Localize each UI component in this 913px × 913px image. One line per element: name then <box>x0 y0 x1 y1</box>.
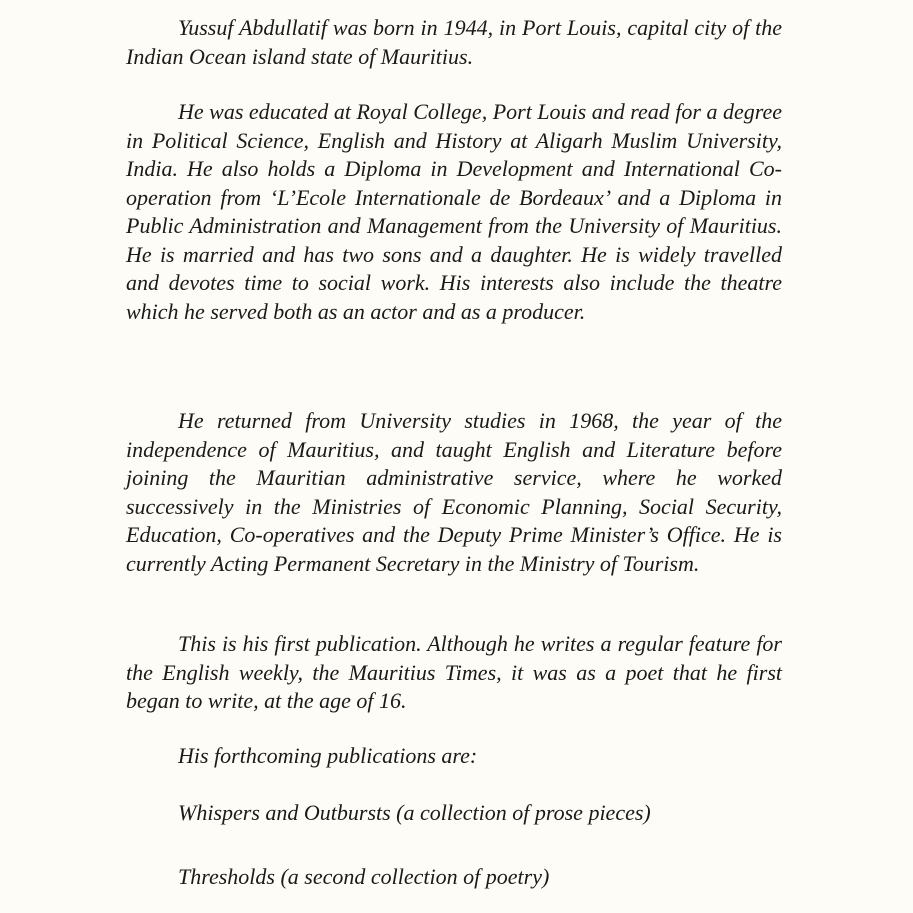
publication-item: Whispers and Outbursts (a collection of prose pieces) <box>178 800 651 825</box>
bio-paragraph-writing: This is his first publication. Although he writes a regular feature for the English weekly, the Mauritius Times, it was as a poet that he first began to write, at the age of 16. <box>126 631 782 713</box>
author-bio <box>126 0 782 913</box>
bio-paragraph-birth: Yussuf Abdullatif was born in 1944, in Port Louis, capital city of the Indian Ocean island state of Mauritius. <box>126 15 782 69</box>
bio-paragraph-education: He was educated at Royal College, Port Louis and read for a degree in Political Science, English and History at Aligarh Muslim University, India. He also holds a Diploma in Development and International Co-operation from ‘L’Ecole Internationale de Bordeaux’ and a Diploma in Public Administration and Management from the University of Mauritius. He is married and has two sons and a daughter. He is widely travelled and devotes time to social work. His interests also include the theatre which he served both as an actor and as a producer. <box>126 99 782 324</box>
publications-heading: His forthcoming publications are: <box>178 743 478 768</box>
publication-item: Thresholds (a second collection of poetry) <box>178 864 550 889</box>
bio-paragraph-career: He returned from University studies in 1968, the year of the independence of Mauritius, and taught English and Literature before joining the Mauritian administrative service, where he worked successively in the Ministries of Economic Planning, Social Security, Education, Co-operatives and the Deputy Prime Minister’s Office. He is currently Acting Permanent Secretary in the Ministry of Tourism. <box>126 408 782 576</box>
